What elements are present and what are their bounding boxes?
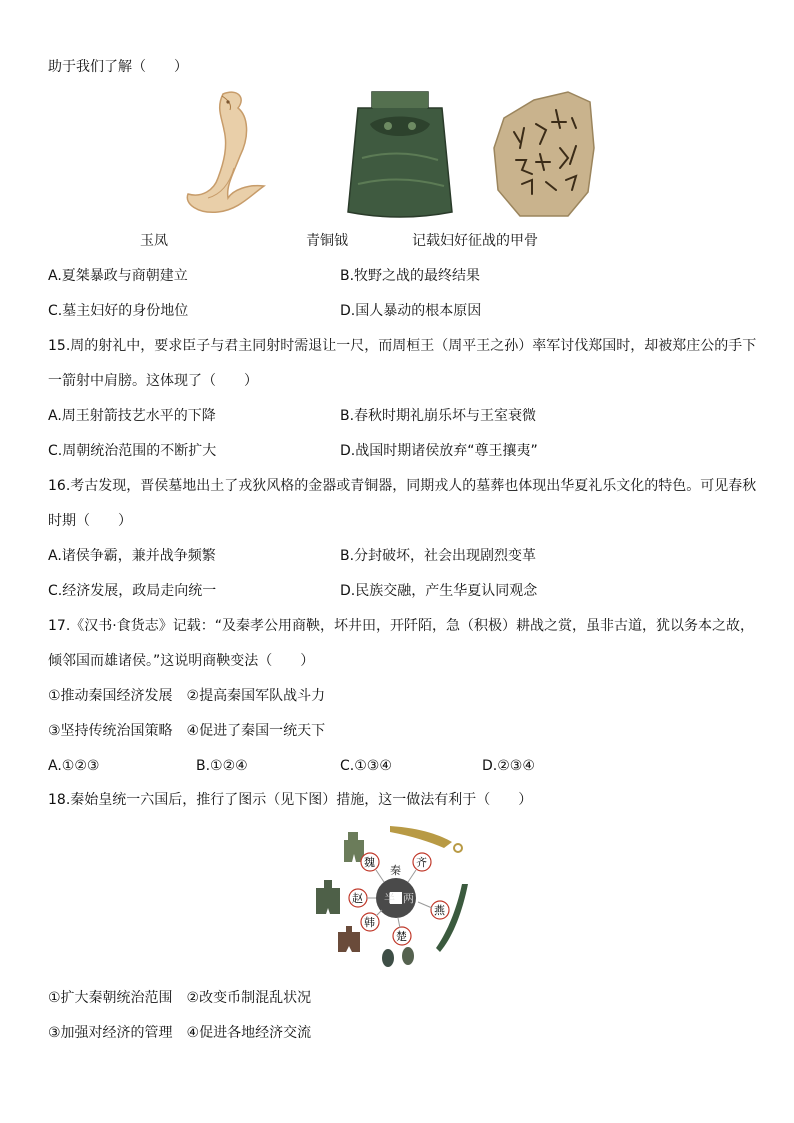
- center-state-label: 秦: [390, 864, 401, 877]
- q16-option-d: D.民族交融，产生华夏认同观念: [340, 583, 538, 599]
- svg-text:楚: 楚: [396, 930, 407, 943]
- q15-option-b: B.春秋时期礼崩乐坏与王室衰微: [340, 408, 537, 424]
- q18-statements-3-4: ③加强对经济的管理 ④促进各地经济交流: [48, 1025, 312, 1041]
- q16-stem-line1: 16.考古发现，晋侯墓地出土了戎狄风格的金器或青铜器，同期戎人的墓葬也体现出华夏礼乐文化的特色。可见春秋: [48, 478, 757, 494]
- caption-jade-phoenix: 玉凤: [140, 233, 168, 249]
- knife-coin-icon: [390, 826, 452, 848]
- q15-stem-line2: 一箭射中肩膀。这体现了（ ）: [48, 373, 258, 389]
- svg-text:燕: 燕: [434, 904, 445, 917]
- q16-option-a: A.诸侯争霸，兼并战争频繁: [48, 548, 216, 564]
- q17-option-d: D.②③④: [482, 758, 535, 774]
- q14-option-a: A.夏桀暴政与商朝建立: [48, 268, 188, 284]
- q15-option-d: D.战国时期诸侯放弃“尊王攘夷”: [340, 443, 538, 459]
- q16-option-b: B.分封破坏，社会出现剧烈变革: [340, 548, 537, 564]
- q14-option-b: B.牧野之战的最终结果: [340, 268, 481, 284]
- q14-stem-tail: 助于我们了解（ ）: [48, 59, 188, 75]
- spade-coin-icon: [344, 832, 364, 862]
- state-chu-badge: [393, 927, 411, 945]
- q14-option-c: C.墓主妇好的身份地位: [48, 303, 189, 319]
- q15-stem-line1: 15.周的射礼中，要求臣子与君主同射时需退让一尺，而周桓王（周平王之孙）率军讨伐郑国时，却被郑庄公的手下: [48, 338, 757, 354]
- state-wei-badge: [361, 853, 379, 871]
- svg-text:魏: 魏: [364, 856, 375, 869]
- q15-option-a: A.周王射箭技艺水平的下降: [48, 408, 216, 424]
- caption-bronze-axe: 青铜钺: [306, 233, 348, 249]
- q16-stem-line2: 时期（ ）: [48, 513, 132, 529]
- q17-statements-1-2: ①推动秦国经济发展 ②提高秦国军队战斗力: [48, 688, 326, 704]
- q14-option-d: D.国人暴动的根本原因: [340, 303, 482, 319]
- jade-phoenix-image: [178, 86, 272, 220]
- caption-oracle-bone: 记载妇好征战的甲骨: [412, 233, 538, 249]
- state-zhao-badge: [349, 889, 367, 907]
- q18-statements-1-2: ①扩大秦朝统治范围 ②改变币制混乱状况: [48, 990, 312, 1006]
- state-qi-badge: [413, 853, 431, 871]
- svg-text:赵: 赵: [352, 892, 363, 905]
- q17-option-c: C.①③④: [340, 758, 392, 774]
- svg-text:两: 两: [403, 892, 414, 905]
- state-yan-badge: [431, 901, 449, 919]
- q17-stem-line2: 倾邻国而雄诸侯。”这说明商鞅变法（ ）: [48, 653, 315, 669]
- svg-text:齐: 齐: [416, 856, 427, 869]
- bronze-axe-image: [332, 88, 468, 220]
- svg-text:韩: 韩: [364, 916, 375, 929]
- q17-statements-3-4: ③坚持传统治国策略 ④促进了秦国一统天下: [48, 723, 326, 739]
- center-coin-text: 半: [384, 892, 395, 905]
- q17-option-a: A.①②③: [48, 758, 100, 774]
- q16-option-c: C.经济发展，政局走向统一: [48, 583, 217, 599]
- q18-stem-line1: 18.秦始皇统一六国后，推行了图示（见下图）措施，这一做法有利于（ ）: [48, 792, 533, 808]
- oracle-bone-image: [490, 88, 598, 220]
- q17-stem-line1: 17.《汉书·食货志》记载：“及秦孝公用商鞅，坏井田，开阡陌，急（积极）耕战之赏，虽非古道，犹以务本之故，: [48, 618, 754, 634]
- q17-option-b: B.①②④: [196, 758, 248, 774]
- q15-option-c: C.周朝统治范围的不断扩大: [48, 443, 217, 459]
- currency-unification-diagram: [312, 818, 482, 978]
